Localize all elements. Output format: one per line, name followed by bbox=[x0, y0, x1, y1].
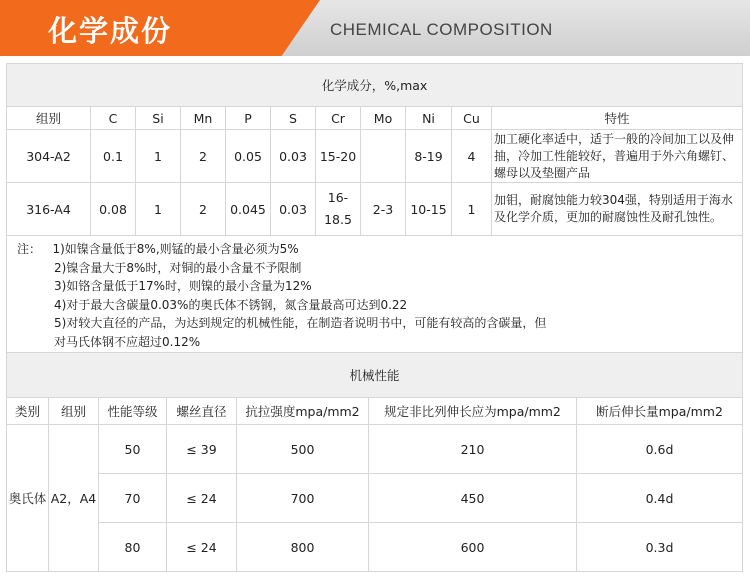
column-header: 断后伸长量mpa/mm2 bbox=[577, 398, 743, 425]
cell-mo bbox=[361, 130, 406, 183]
cell-yield: 600 bbox=[369, 523, 577, 572]
note-line: 4)对于最大含碳量0.03%的奥氏体不锈钢，氮含量最高可达到0.22 bbox=[54, 297, 408, 312]
chemical-composition-table bbox=[6, 63, 743, 356]
cell-mo: 2-3 bbox=[361, 183, 406, 236]
cell-ni: 8-19 bbox=[406, 130, 452, 183]
cell-elongation: 0.4d bbox=[577, 474, 743, 523]
cell-grade: 80 bbox=[99, 523, 167, 572]
column-header: C bbox=[91, 107, 136, 130]
note-line: 2)镍含量大于8%时，对铜的最小含量不予限制 bbox=[54, 260, 302, 275]
cell-grade: 50 bbox=[99, 425, 167, 474]
cell-category: 奥氏体 bbox=[7, 425, 49, 572]
column-header: Ni bbox=[406, 107, 452, 130]
cell-si: 1 bbox=[136, 183, 181, 236]
cell-tensile: 700 bbox=[237, 474, 369, 523]
cell-p: 0.05 bbox=[226, 130, 271, 183]
table-row bbox=[7, 425, 743, 474]
table-row bbox=[7, 130, 743, 183]
cell-tensile: 800 bbox=[237, 523, 369, 572]
cell-group: 316-A4 bbox=[7, 183, 91, 236]
column-header: Si bbox=[136, 107, 181, 130]
column-header: S bbox=[271, 107, 316, 130]
column-header: 组别 bbox=[49, 398, 99, 425]
page-subtitle: CHEMICAL COMPOSITION bbox=[330, 20, 553, 39]
cell-c: 0.1 bbox=[91, 130, 136, 183]
cell-mn: 2 bbox=[181, 183, 226, 236]
cell-ni: 10-15 bbox=[406, 183, 452, 236]
cell-yield: 450 bbox=[369, 474, 577, 523]
cell-diameter: ≤ 24 bbox=[167, 523, 237, 572]
note-line bbox=[17, 240, 736, 259]
cell-properties: 加工硬化率适中，适于一般的冷间加工以及伸抽，冷加工性能较好，普遍用于外六角螺钉、螺母以及垫圈产品 bbox=[492, 130, 743, 183]
mechanical-properties-table bbox=[6, 352, 743, 572]
cell-properties: 加钼，耐腐蚀能力较304强，特别适用于海水及化学介质，更加的耐腐蚀性及耐孔蚀性。 bbox=[492, 183, 743, 236]
column-header: Mn bbox=[181, 107, 226, 130]
mechanical-caption: 机械性能 bbox=[7, 353, 743, 398]
table-row bbox=[7, 183, 743, 236]
note-line: 对马氏体钢不应超过0.12% bbox=[54, 334, 201, 349]
column-header: Cu bbox=[452, 107, 492, 130]
column-header: 组别 bbox=[7, 107, 91, 130]
cell-grade: 70 bbox=[99, 474, 167, 523]
column-header: P bbox=[226, 107, 271, 130]
cell-group: 304-A2 bbox=[7, 130, 91, 183]
note-line: 3)如铬含量低于17%时，则镍的最小含量为12% bbox=[54, 279, 312, 293]
column-header: 抗拉强度mpa/mm2 bbox=[237, 398, 369, 425]
cell-c: 0.08 bbox=[91, 183, 136, 236]
cell-cr: 16-18.5 bbox=[316, 183, 361, 236]
cell-mn: 2 bbox=[181, 130, 226, 183]
table-row bbox=[7, 474, 743, 523]
notes-label: 注： bbox=[17, 242, 42, 256]
cell-elongation: 0.6d bbox=[577, 425, 743, 474]
cell-cu: 1 bbox=[452, 183, 492, 236]
page-title: 化学成份 bbox=[48, 14, 173, 48]
cell-tensile: 500 bbox=[237, 425, 369, 474]
column-header: 螺丝直径 bbox=[167, 398, 237, 425]
column-header: 类别 bbox=[7, 398, 49, 425]
column-header: 特性 bbox=[492, 107, 743, 130]
cell-yield: 210 bbox=[369, 425, 577, 474]
column-header: Cr bbox=[316, 107, 361, 130]
cell-cu: 4 bbox=[452, 130, 492, 183]
note-text: 1)如镍含量低于8%,则锰的最小含量必须为5% bbox=[52, 242, 299, 256]
cell-si: 1 bbox=[136, 130, 181, 183]
cell-p: 0.045 bbox=[226, 183, 271, 236]
cell-cr: 15-20 bbox=[316, 130, 361, 183]
chemical-caption: 化学成分，%,max bbox=[7, 64, 743, 107]
cell-s: 0.03 bbox=[271, 130, 316, 183]
note-line: 5)对较大直径的产品，为达到规定的机械性能，在制造者说明书中，可能有较高的含碳量，但 bbox=[54, 316, 547, 330]
column-header: Mo bbox=[361, 107, 406, 130]
column-header: 性能等级 bbox=[99, 398, 167, 425]
cell-s: 0.03 bbox=[271, 183, 316, 236]
cell-group: A2，A4 bbox=[49, 425, 99, 572]
cell-diameter: ≤ 39 bbox=[167, 425, 237, 474]
notes-block bbox=[7, 236, 743, 356]
header-banner bbox=[0, 0, 750, 56]
table-row bbox=[7, 523, 743, 572]
cell-elongation: 0.3d bbox=[577, 523, 743, 572]
column-header: 规定非比列伸长应为mpa/mm2 bbox=[369, 398, 577, 425]
cell-diameter: ≤ 24 bbox=[167, 474, 237, 523]
